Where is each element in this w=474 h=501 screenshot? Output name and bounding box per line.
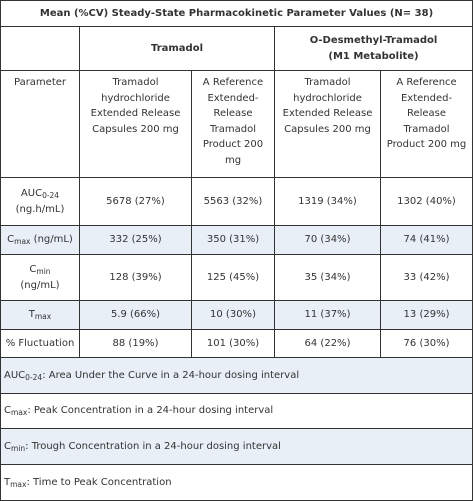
footnote-text: : Peak Concentration in a 24-hour dosing interval bbox=[27, 405, 274, 417]
value-cell: 10 (30%) bbox=[192, 301, 275, 330]
footnote-term: C bbox=[4, 405, 11, 417]
value-cell: 1302 (40%) bbox=[381, 178, 473, 226]
param-subscript: min bbox=[36, 267, 51, 276]
footnote-subscript: max bbox=[10, 408, 28, 418]
column-header-m1-test: Tramadol hydrochloride Extended Release Capsules 200 mg bbox=[275, 71, 381, 178]
group-label-tramadol: Tramadol bbox=[150, 42, 204, 54]
footnote-row bbox=[1, 358, 473, 394]
footnote-term: AUC bbox=[4, 369, 26, 381]
table-row bbox=[1, 301, 473, 330]
param-unit: (ng/mL) bbox=[30, 234, 73, 246]
value-cell: 88 (19%) bbox=[80, 330, 192, 358]
group-label-m1-line1: O-Desmethyl-Tramadol bbox=[309, 35, 438, 46]
param-cell bbox=[1, 301, 80, 330]
param-cell bbox=[1, 178, 80, 226]
footnote-tmax bbox=[1, 465, 473, 501]
value-cell: 332 (25%) bbox=[80, 226, 192, 255]
param-cell bbox=[1, 255, 80, 301]
value-cell: 74 (41%) bbox=[381, 226, 473, 255]
param-name: C bbox=[29, 264, 37, 275]
footnote-cmin bbox=[1, 429, 473, 465]
table-row bbox=[1, 255, 473, 301]
table-row bbox=[1, 178, 473, 226]
value-cell: 64 (22%) bbox=[275, 330, 381, 358]
table-row bbox=[1, 330, 473, 358]
value-cell: 1319 (34%) bbox=[275, 178, 381, 226]
column-header-tramadol-test: Tramadol hydrochloride Extended Release Capsules 200 mg bbox=[80, 71, 192, 178]
footnote-text: : Trough Concentration in a 24-hour dosing interval bbox=[25, 440, 281, 452]
value-cell: 5563 (32%) bbox=[192, 178, 275, 226]
footnote-term: T bbox=[4, 476, 11, 488]
footnote-cmax bbox=[1, 394, 473, 429]
param-subscript: max bbox=[34, 312, 52, 322]
value-cell: 70 (34%) bbox=[275, 226, 381, 255]
value-cell: 101 (30%) bbox=[192, 330, 275, 358]
column-header-tramadol-reference: A Reference Extended-Release Tramadol Product 200 mg bbox=[192, 71, 275, 178]
group-header-m1 bbox=[275, 27, 473, 71]
footnote-auc bbox=[1, 358, 473, 394]
footnote-text: : Area Under the Curve in a 24-hour dosing interval bbox=[42, 369, 300, 381]
value-cell: 125 (45%) bbox=[192, 255, 275, 301]
column-header-m1-reference: A Reference Extended-Release Tramadol Product 200 mg bbox=[381, 71, 473, 178]
value-cell: 128 (39%) bbox=[80, 255, 192, 301]
value-cell: 35 (34%) bbox=[275, 255, 381, 301]
table-row bbox=[1, 226, 473, 255]
param-name: AUC bbox=[20, 188, 43, 199]
table-title: Mean (%CV) Steady-State Pharmacokinetic Parameter Values (N= 38) bbox=[1, 1, 473, 27]
param-cell bbox=[1, 226, 80, 255]
param-unit: (ng/mL) bbox=[20, 279, 60, 291]
value-cell: 11 (37%) bbox=[275, 301, 381, 330]
footnote-subscript: max bbox=[10, 479, 27, 489]
footnote-subscript: 0-24 bbox=[25, 372, 43, 382]
value-cell: 5.9 (66%) bbox=[80, 301, 192, 330]
value-cell: 350 (31%) bbox=[192, 226, 275, 255]
group-label-m1-line2: (M1 Metabolite) bbox=[328, 50, 419, 62]
footnote-term: C bbox=[4, 440, 11, 452]
value-cell: 33 (42%) bbox=[381, 255, 473, 301]
param-subscript: max bbox=[14, 237, 31, 247]
value-cell: 5678 (27%) bbox=[80, 178, 192, 226]
group-header-tramadol bbox=[80, 27, 275, 71]
footnote-text: : Time to Peak Concentration bbox=[26, 476, 172, 488]
value-cell: 13 (29%) bbox=[381, 301, 473, 330]
value-cell: 76 (30%) bbox=[381, 330, 473, 358]
param-name: T bbox=[28, 309, 35, 321]
footnote-row bbox=[1, 394, 473, 429]
param-subscript: 0-24 bbox=[42, 191, 60, 200]
footnote-row bbox=[1, 429, 473, 465]
param-name: C bbox=[7, 234, 15, 246]
param-unit: (ng.h/mL) bbox=[15, 203, 65, 215]
footnote-subscript: min bbox=[10, 443, 26, 453]
footnote-row bbox=[1, 465, 473, 501]
column-header-parameter: Parameter bbox=[1, 71, 80, 178]
param-cell: % Fluctuation bbox=[1, 330, 80, 358]
empty-header-cell bbox=[1, 27, 80, 71]
